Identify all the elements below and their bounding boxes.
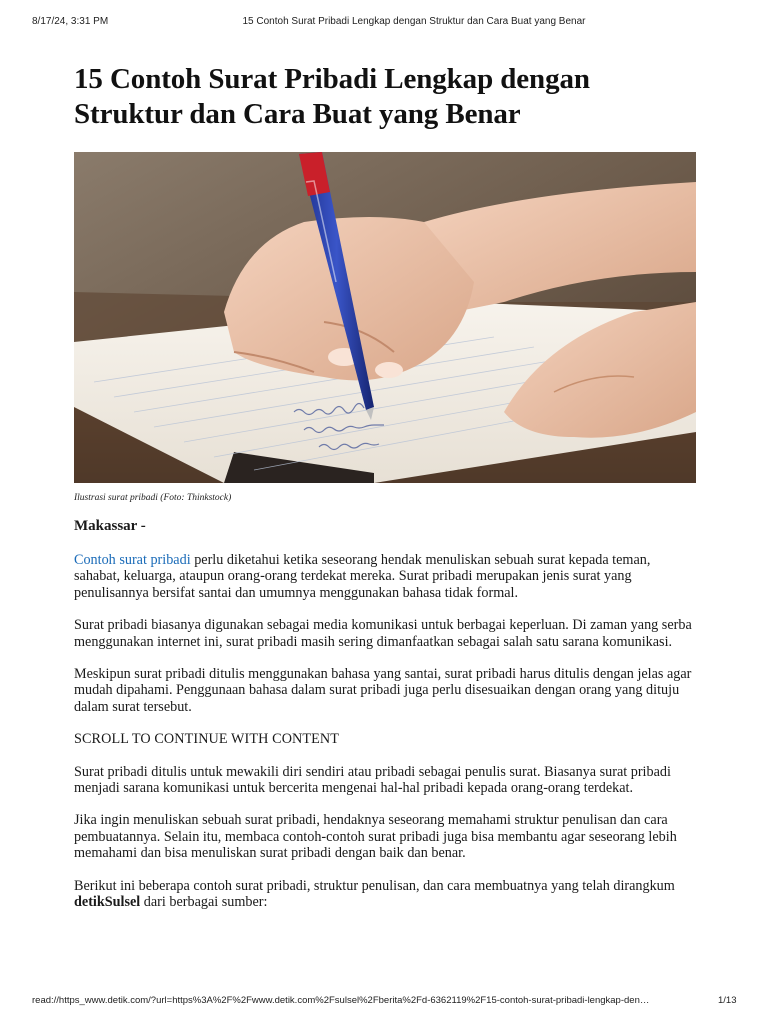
- article: [74, 62, 698, 911]
- print-datetime: 8/17/24, 3:31 PM: [32, 16, 109, 27]
- print-header: [0, 16, 768, 30]
- paragraph-1: [74, 552, 698, 601]
- paragraph-6-start: Berikut ini beberapa contoh surat pribadi, struktur penulisan, dan cara membuatnya yang telah dirangkum: [74, 877, 675, 894]
- dateline: Makassar -: [74, 518, 146, 534]
- print-url: read://https_www.detik.com/?url=https%3A%2F%2Fwww.detik.com%2Fsulsel%2Fberita%2Fd-6362119%2F15-contoh-surat-pribadi-lengkap-den…: [32, 995, 650, 1006]
- paragraph-1-text: perlu diketahui ketika seseorang hendak menuliskan sebuah surat kepada teman, sahabat, keluarga, ataupun orang-orang terdekat mereka. Surat pribadi merupakan jenis surat yang penulisannya bersifat santai dan umumnya menggunakan bahasa tidak formal.: [74, 552, 651, 601]
- detiksulsel-bold: detikSulsel: [74, 894, 141, 911]
- paragraph-4: Surat pribadi ditulis untuk mewakili diri sendiri atau pribadi sebagai penulis surat. Biasanya surat pribadi menjadi sarana komunikasi untuk bercerita mengenai hal-hal pribadi kepada orang-orang terdekat.: [74, 763, 671, 797]
- image-caption: Ilustrasi surat pribadi (Foto: Thinkstock): [74, 493, 232, 503]
- article-title: 15 Contoh Surat Pribadi Lengkap dengan Struktur dan Cara Buat yang Benar: [74, 63, 590, 130]
- paragraph-5: Jika ingin menuliskan sebuah surat pribadi, hendaknya seseorang memahami struktur penulisan dan cara pembuatannya. Selain itu, membaca contoh-contoh surat pribadi juga bisa membantu agar seseorang lebih memahami dan bisa menuliskan surat pribadi dengan baik dan benar.: [74, 812, 677, 862]
- scroll-to-continue-note: SCROLL TO CONTINUE WITH CONTENT: [74, 731, 340, 748]
- paragraph-6-end: dari berbagai sumber:: [140, 894, 268, 911]
- contoh-surat-pribadi-link[interactable]: Contoh surat pribadi: [74, 552, 191, 568]
- paragraph-3: Meskipun surat pribadi ditulis menggunakan bahasa yang santai, surat pribadi harus ditulis dengan jelas agar mudah dipahami. Penggunaan bahasa dalam surat pribadi juga perlu disesuaikan dengan orang yang dituju dalam surat tersebut.: [74, 666, 692, 715]
- hero-image-hand-writing-letter: [74, 152, 696, 483]
- paragraph-2: Surat pribadi biasanya digunakan sebagai media komunikasi untuk berbagai keperluan. Di zaman yang serba menggunakan internet ini, surat pribadi masih sering dimanfaatkan sebagai salah satu sarana komunikasi.: [74, 617, 692, 650]
- page-number: 1/13: [718, 995, 737, 1006]
- print-page-title: 15 Contoh Surat Pribadi Lengkap dengan Struktur dan Cara Buat yang Benar: [242, 16, 586, 27]
- paragraph-6: [74, 878, 698, 911]
